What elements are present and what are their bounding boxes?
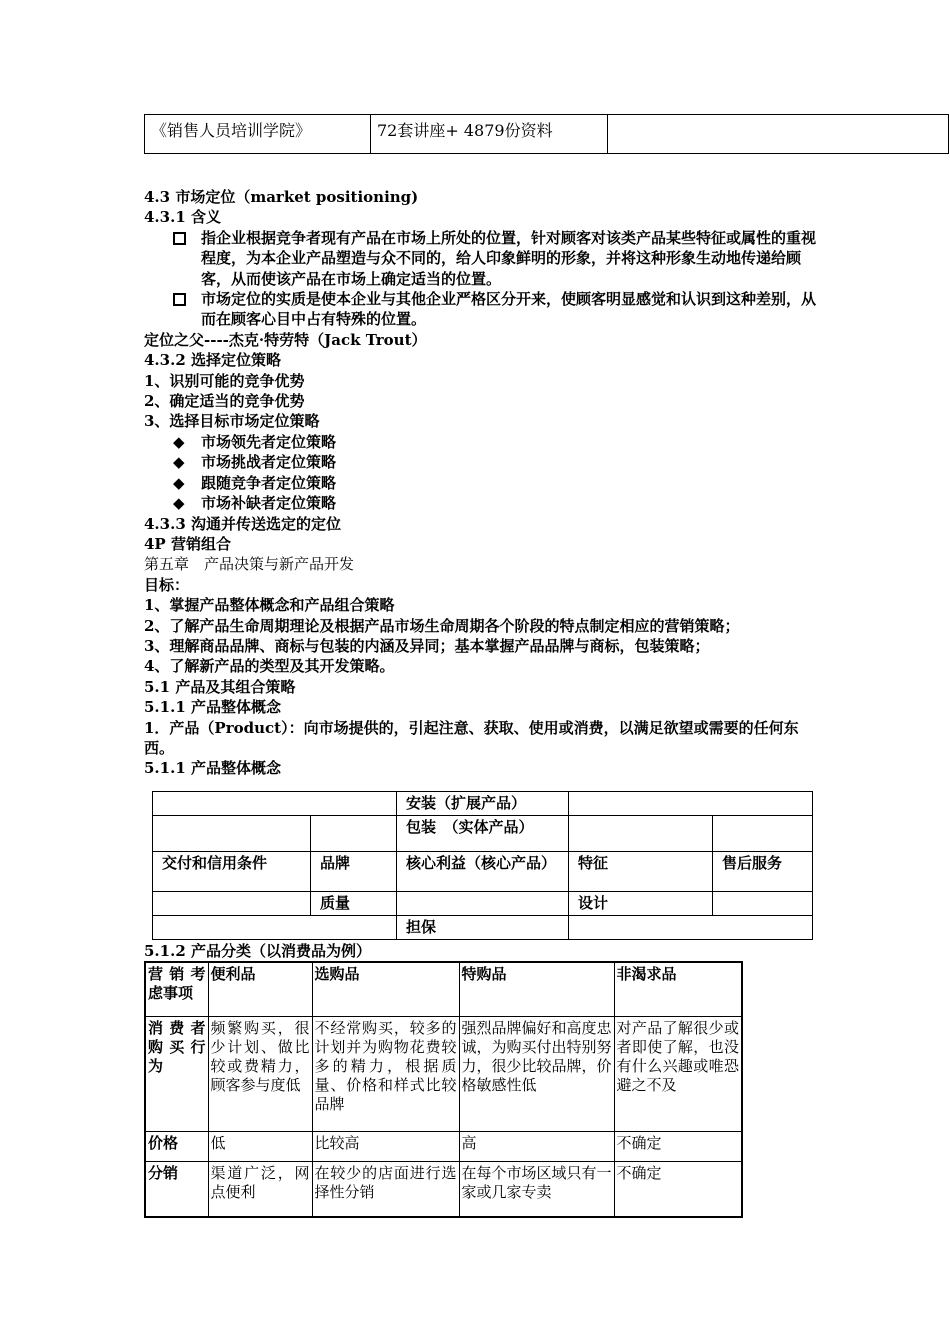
table-cell: 高 [459,1131,614,1161]
concept-install: 安装（扩展产品） [397,792,569,816]
strategy-label: 跟随竞争者定位策略 [201,473,337,492]
concept-brand: 品牌 [311,852,397,892]
diamond-bullet-icon: ◆ [173,473,185,492]
table-cell: 在每个市场区域只有一家或几家专卖 [459,1161,614,1217]
table-cell: 不确定 [614,1131,742,1161]
header-table [144,114,949,154]
table-header-cell: 营销考虑事项 [145,962,208,1016]
strategy-item [144,452,819,472]
section-title-4-3-1: 4.3.1 含义 [144,208,221,227]
header-cell-empty [608,115,949,154]
product-classification-table [144,961,743,1218]
table-row [145,1161,742,1217]
concept-cell-empty [153,892,311,916]
table-cell: 比较高 [312,1131,459,1161]
concept-cell-empty [713,892,813,916]
section-title-4-3-2: 4.3.2 选择定位策略 [144,351,281,370]
bullet-definition-text: 指企业根据竞争者现有产品在市场上所处的位置，针对顾客对该类产品某些特征或属性的重视程度，为本企业产品塑造与众不同的，给人印象鲜明的形象，并将这种形象生动地传递给顾客，从而使该产品在市场上确定适当的位置。 [201,228,817,288]
section-title-4-3: 4.3 市场定位（market positioning) [144,188,419,206]
concept-cell-empty [569,916,813,940]
table-header-cell: 选购品 [312,962,459,1016]
concept-package: 包装 （实体产品） [397,816,569,852]
bullet-definition [144,228,819,289]
table-cell: 在较少的店面进行选择性分销 [312,1161,459,1217]
section-title-5-1: 5.1 产品及其组合策略 [144,677,296,696]
step-1: 1、识别可能的竞争优势 [144,371,305,390]
table-cell: 频繁购买，很少计划、做比较或费精力，顾客参与度低 [208,1016,312,1131]
table-row-label: 价格 [145,1131,208,1161]
goals-label: 目标： [144,575,190,594]
table-row [145,1131,742,1161]
strategy-label: 市场补缺者定位策略 [201,494,337,513]
concept-design: 设计 [569,892,713,916]
strategy-label: 市场领先者定位策略 [201,432,337,451]
table-cell: 对产品了解很少或者即使了解，也没有什么兴趣或唯恐避之不及 [614,1016,742,1131]
goal-item: 2、了解产品生命周期理论及根据产品市场生命周期各个阶段的特点制定相应的营销策略； [144,616,740,635]
square-bullet-icon [173,289,186,311]
goal-item: 1、掌握产品整体概念和产品组合策略 [144,596,395,615]
strategy-label: 市场挑战者定位策略 [201,453,337,472]
concept-cell-empty [153,792,397,816]
positioning-father: 定位之父----杰克·特劳特（Jack Trout） [144,330,427,349]
strategy-item [144,493,819,513]
table-cell: 不经常购买，较多的计划并为购物花费较多的精力，根据质量、价格和样式比较品牌 [312,1016,459,1131]
step-3: 3、选择目标市场定位策略 [144,412,320,431]
diamond-bullet-icon: ◆ [173,453,185,472]
table-header-cell: 便利品 [208,962,312,1016]
classification-caption: 5.1.2 产品分类（以消费品为例） [144,942,371,960]
table-row [145,1016,742,1131]
concept-credit: 交付和信用条件 [153,852,311,892]
table-cell: 不确定 [614,1161,742,1217]
concept-warranty: 担保 [397,916,569,940]
concept-cell-empty [569,792,813,816]
concept-after-sales: 售后服务 [713,852,813,892]
square-bullet-icon [173,228,186,250]
concept-feature: 特征 [569,852,713,892]
diamond-bullet-icon: ◆ [173,432,185,451]
product-definition: 1．产品（Product）：向市场提供的，引起注意、获取、使用或消费，以满足欲望或需要的任何东西。 [144,718,799,757]
concept-core: 核心利益（核心产品） [397,852,569,892]
header-cell-title: 《销售人员培训学院》 [145,115,371,154]
section-title-5-1-1-repeat: 5.1.1 产品整体概念 [144,759,281,778]
table-row-label: 分销 [145,1161,208,1217]
concept-cell-empty [153,916,397,940]
goal-item: 4、了解新产品的类型及其开发策略。 [144,657,395,676]
table-row-label: 消费者购买行为 [145,1016,208,1131]
step-2: 2、确定适当的竞争优势 [144,392,305,411]
four-p-heading: 4P 营销组合 [144,534,231,553]
table-cell: 低 [208,1131,312,1161]
concept-cell-empty [153,816,311,852]
header-cell-count: 72套讲座+ 4879份资料 [371,115,608,154]
document-body [144,187,819,779]
table-header-cell: 非渴求品 [614,962,742,1016]
table-cell: 渠道广泛，网点便利 [208,1161,312,1217]
diamond-bullet-icon: ◆ [173,494,185,513]
product-concept-table [152,791,813,940]
strategy-item [144,432,819,452]
section-title-5-1-1: 5.1.1 产品整体概念 [144,698,281,717]
concept-cell-empty [311,816,397,852]
chapter-title: 第五章 产品决策与新产品开发 [144,555,355,574]
table-cell: 强烈品牌偏好和高度忠诚，为购买付出特别努力，很少比较品牌，价格敏感性低 [459,1016,614,1131]
strategy-item [144,473,819,493]
concept-cell-empty [713,816,813,852]
concept-cell-empty [397,892,569,916]
concept-quality: 质量 [311,892,397,916]
bullet-essence-text: 市场定位的实质是使本企业与其他企业严格区分开来，使顾客明显感觉和认识到这种差别，从而在顾客心目中占有特殊的位置。 [201,290,817,329]
section-title-4-3-3: 4.3.3 沟通并传送选定的定位 [144,514,341,533]
bullet-essence [144,289,819,330]
goal-item: 3、理解商品品牌、商标与包装的内涵及异同；基本掌握产品品牌与商标，包装策略； [144,636,710,655]
concept-cell-empty [569,816,713,852]
table-header-cell: 特购品 [459,962,614,1016]
